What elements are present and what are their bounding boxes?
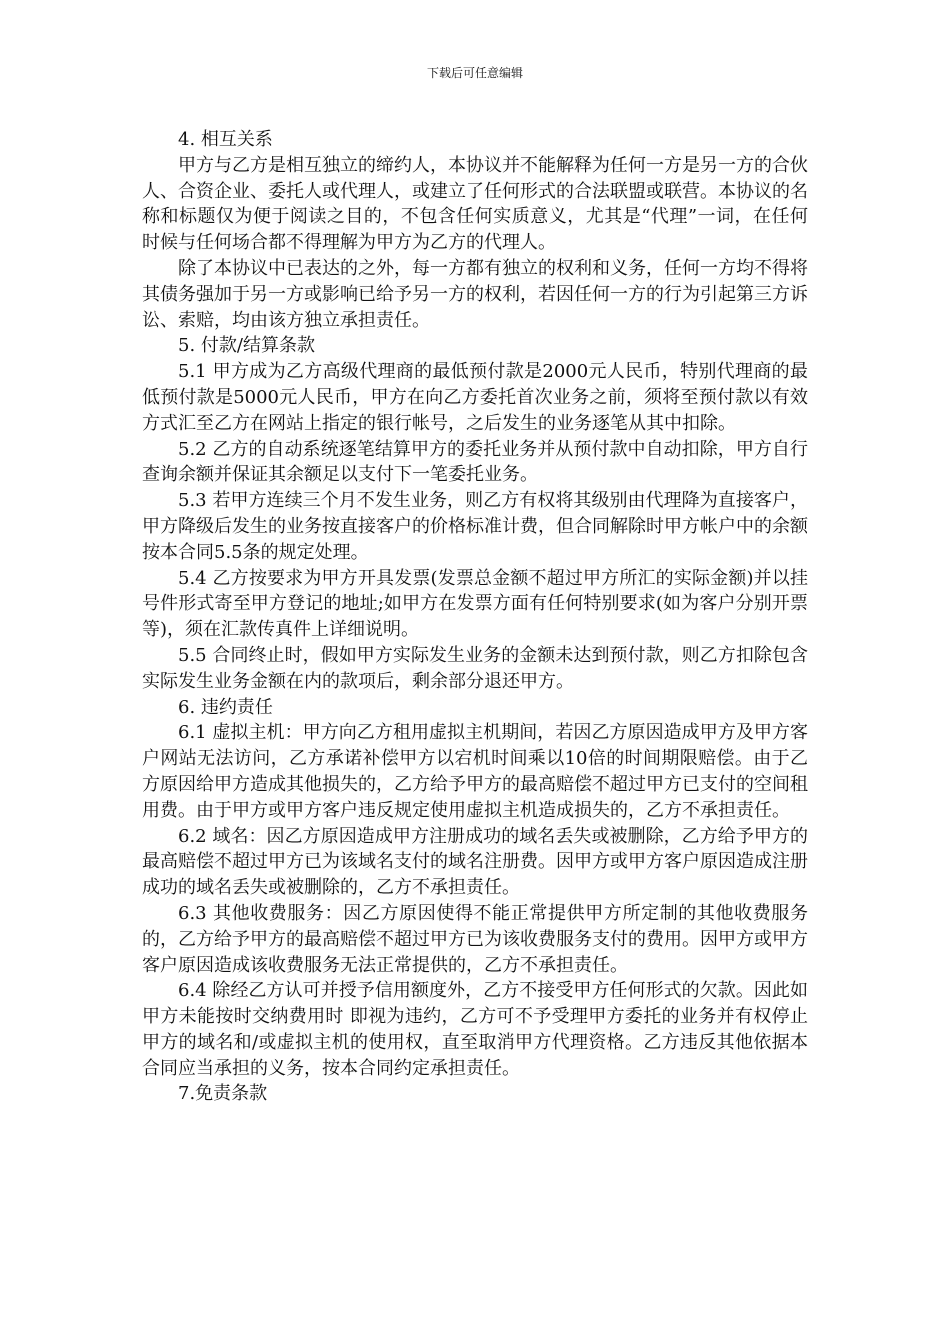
paragraph: 5.3 若甲方连续三个月不发生业务，则乙方有权将其级别由代理降为直接客户，甲方降级后发生的业务按直接客户的价格标准计费，但合同解除时甲方帐户中的余额按本合同5.5条的规定处理。: [142, 490, 808, 563]
section-heading: 6. 违约责任: [178, 696, 273, 718]
section-heading: 7.免责条款: [178, 1083, 268, 1105]
document-body: [142, 127, 808, 1107]
section-heading: 5. 付款/结算条款: [178, 335, 315, 357]
paragraph: 6.1 虚拟主机：甲方向乙方租用虚拟主机期间，若因乙方原因造成甲方及甲方客户网站无法访问，乙方承诺补偿甲方以宕机时间乘以10倍的时间期限赔偿。由于乙方原因给甲方造成其他损失的，乙方给予甲方的最高赔偿不超过甲方已支付的空间租用费。由于甲方或甲方客户违反规定使用虚拟主机造成损失的，乙方不承担责任。: [142, 722, 808, 821]
paragraph: 5.5 合同终止时，假如甲方实际发生业务的金额未达到预付款，则乙方扣除包含实际发生业务金额在内的款项后，剩余部分退还甲方。: [142, 644, 808, 692]
paragraph: 甲方与乙方是相互独立的缔约人，本协议并不能解释为任何一方是另一方的合伙人、合资企业、委托人或代理人，或建立了任何形式的合法联盟或联营。本协议的名称和标题仅为便于阅读之目的，不包含任何实质意义，尤其是“代理”一词，在任何时候与任何场合都不得理解为甲方为乙方的代理人。: [142, 154, 808, 254]
paragraph: 6.3 其他收费服务：因乙方原因使得不能正常提供甲方所定制的其他收费服务的，乙方给予甲方的最高赔偿不超过甲方已为该收费服务支付的费用。因甲方或甲方客户原因造成该收费服务无法正常提供的，乙方不承担责任。: [142, 902, 808, 976]
paragraph: 5.2 乙方的自动系统逐笔结算甲方的委托业务并从预付款中自动扣除，甲方自行查询余额并保证其余额足以支付下一笔委托业务。: [142, 438, 808, 486]
paragraph: 6.4 除经乙方认可并授予信用额度外，乙方不接受甲方任何形式的欠款。因此如甲方未能按时交纳费用时 即视为违约，乙方可不予受理甲方委托的业务并有权停止甲方的域名和/或虚拟主机的使用权，直至取消甲方代理资格。乙方违反其他依据本合同应当承担的义务，按本合同约定承担责任。: [142, 980, 808, 1079]
paragraph: 6.2 域名：因乙方原因造成甲方注册成功的域名丢失或被删除，乙方给予甲方的最高赔偿不超过甲方已为该域名支付的域名注册费。因甲方或甲方客户原因造成注册成功的域名丢失或被删除的，乙方不承担责任。: [142, 825, 808, 899]
paragraph: 5.4 乙方按要求为甲方开具发票(发票总金额不超过甲方所汇的实际金额)并以挂号件形式寄至甲方登记的地址;如甲方在发票方面有任何特别要求(如为客户分别开票等)，须在汇款传真件上详细说明。: [142, 567, 808, 641]
page-header: 下载后可任意编辑: [426, 66, 523, 80]
paragraph: 5.1 甲方成为乙方高级代理商的最低预付款是2000元人民币，特别代理商的最低预付款是5000元人民币，甲方在向乙方委托首次业务之前，须将至预付款以有效方式汇至乙方在网站上指定的银行帐号，之后发生的业务逐笔从其中扣除。: [142, 361, 808, 434]
paragraph: 除了本协议中已表达的之外，每一方都有独立的权利和义务，任何一方均不得将其债务强加于另一方或影响已给予另一方的权利，若因任何一方的行为引起第三方诉讼、索赔，均由该方独立承担责任。: [142, 257, 808, 331]
section-heading: 4. 相互关系: [178, 129, 273, 150]
